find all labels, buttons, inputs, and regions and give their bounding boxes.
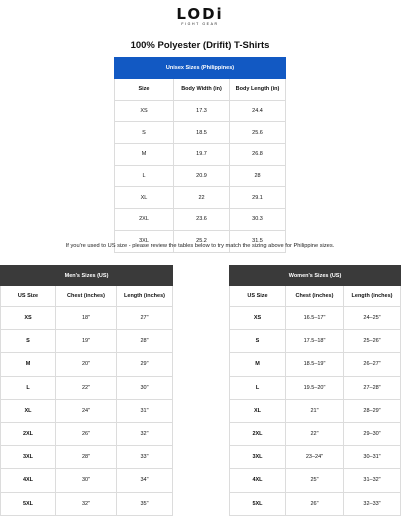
- table-row: [230, 376, 401, 399]
- measurement-cell: 28": [117, 330, 173, 353]
- womens-table-title: Women's Sizes (US): [230, 266, 401, 286]
- measurement-cell: 29.1: [230, 187, 286, 209]
- column-header: Size: [115, 79, 174, 101]
- column-header: Body Width (in): [174, 79, 230, 101]
- measurement-cell: 29": [117, 353, 173, 376]
- measurement-cell: 26": [286, 492, 344, 515]
- size-cell: XS: [1, 307, 56, 330]
- measurement-cell: 18.5: [174, 122, 230, 144]
- size-cell: L: [1, 376, 56, 399]
- column-header: Chest (inches): [286, 286, 344, 307]
- measurement-cell: 18.5–19": [286, 353, 344, 376]
- size-cell: 5XL: [230, 492, 286, 515]
- size-cell: 3XL: [115, 230, 174, 252]
- measurement-cell: 30": [117, 376, 173, 399]
- measurement-cell: 16.5–17": [286, 307, 344, 330]
- measurement-cell: 30–31": [344, 446, 401, 469]
- column-header: Length (inches): [117, 286, 173, 307]
- unisex-size-table: [114, 57, 286, 253]
- measurement-cell: 17.5–18": [286, 330, 344, 353]
- measurement-cell: 22: [174, 187, 230, 209]
- measurement-cell: 26–27": [344, 353, 401, 376]
- table-row: [115, 100, 286, 122]
- table-row: [230, 330, 401, 353]
- column-header: Body Length (in): [230, 79, 286, 101]
- measurement-cell: 30.3: [230, 209, 286, 231]
- measurement-cell: 27": [117, 307, 173, 330]
- table-row: [115, 144, 286, 166]
- table-row: [1, 492, 173, 515]
- size-cell: M: [230, 353, 286, 376]
- table-row: [1, 446, 173, 469]
- measurement-cell: 31": [117, 399, 173, 422]
- size-cell: 2XL: [1, 422, 56, 445]
- measurement-cell: 31–32": [344, 469, 401, 492]
- measurement-cell: 32": [117, 422, 173, 445]
- measurement-cell: 25": [286, 469, 344, 492]
- measurement-cell: 27–28": [344, 376, 401, 399]
- measurement-cell: 24": [56, 399, 117, 422]
- mens-size-table: [0, 265, 173, 516]
- size-cell: XS: [230, 307, 286, 330]
- measurement-cell: 34": [117, 469, 173, 492]
- size-cell: 5XL: [1, 492, 56, 515]
- size-cell: 4XL: [230, 469, 286, 492]
- table-row: [1, 307, 173, 330]
- table-row: [230, 422, 401, 445]
- size-cell: 3XL: [1, 446, 56, 469]
- measurement-cell: 23–24": [286, 446, 344, 469]
- measurement-cell: 17.3: [174, 100, 230, 122]
- measurement-cell: 25–26": [344, 330, 401, 353]
- measurement-cell: 19.5–20": [286, 376, 344, 399]
- size-cell: XL: [1, 399, 56, 422]
- measurement-cell: 19": [56, 330, 117, 353]
- table-row: [115, 122, 286, 144]
- column-header: Chest (inches): [56, 286, 117, 307]
- measurement-cell: 28": [56, 446, 117, 469]
- size-cell: XL: [115, 187, 174, 209]
- table-row: [1, 376, 173, 399]
- table-row: [230, 353, 401, 376]
- table-row: [230, 399, 401, 422]
- measurement-cell: 24.4: [230, 100, 286, 122]
- measurement-cell: 22": [56, 376, 117, 399]
- unisex-table-title: Unisex Sizes (Philippines): [115, 58, 286, 79]
- measurement-cell: 33": [117, 446, 173, 469]
- measurement-cell: 28: [230, 165, 286, 187]
- size-cell: S: [230, 330, 286, 353]
- measurement-cell: 19.7: [174, 144, 230, 166]
- size-cell: 2XL: [115, 209, 174, 231]
- column-header: US Size: [1, 286, 56, 307]
- size-cell: 4XL: [1, 469, 56, 492]
- measurement-cell: 30": [56, 469, 117, 492]
- measurement-cell: 22": [286, 422, 344, 445]
- measurement-cell: 31.5: [230, 230, 286, 252]
- table-row: [230, 446, 401, 469]
- measurement-cell: 26": [56, 422, 117, 445]
- column-header: Length (inches): [344, 286, 401, 307]
- table-row: [230, 492, 401, 515]
- table-row: [1, 422, 173, 445]
- measurement-cell: 35": [117, 492, 173, 515]
- table-row: [1, 469, 173, 492]
- mens-table-title: Men's Sizes (US): [1, 266, 173, 286]
- table-row: [230, 307, 401, 330]
- measurement-cell: 21": [286, 399, 344, 422]
- table-row: [230, 469, 401, 492]
- column-header: US Size: [230, 286, 286, 307]
- us-size-note: If you're used to US size - please review the tables below to try match the sizing above for Philippine sizes.: [65, 243, 335, 249]
- size-cell: L: [115, 165, 174, 187]
- size-cell: L: [230, 376, 286, 399]
- measurement-cell: 25.6: [230, 122, 286, 144]
- size-cell: S: [115, 122, 174, 144]
- size-cell: S: [1, 330, 56, 353]
- measurement-cell: 28–29": [344, 399, 401, 422]
- brand-logo: [0, 6, 400, 27]
- size-cell: XL: [230, 399, 286, 422]
- table-row: [115, 165, 286, 187]
- logo-wordmark: LODi: [176, 5, 224, 23]
- table-row: [1, 353, 173, 376]
- womens-size-table: [229, 265, 401, 516]
- measurement-cell: 20": [56, 353, 117, 376]
- size-cell: XS: [115, 100, 174, 122]
- table-row: [115, 187, 286, 209]
- measurement-cell: 23.6: [174, 209, 230, 231]
- table-row: [115, 209, 286, 231]
- mens-header-row: [1, 286, 173, 307]
- measurement-cell: 20.9: [174, 165, 230, 187]
- size-cell: 2XL: [230, 422, 286, 445]
- womens-header-row: [230, 286, 401, 307]
- unisex-header-row: [115, 79, 286, 101]
- measurement-cell: 32–33": [344, 492, 401, 515]
- table-row: [1, 330, 173, 353]
- measurement-cell: 26.8: [230, 144, 286, 166]
- page-title: 100% Polyester (Drifit) T-Shirts: [130, 40, 270, 51]
- measurement-cell: 29–30": [344, 422, 401, 445]
- logo-tagline: FIGHT GEAR: [181, 22, 219, 26]
- table-row: [1, 399, 173, 422]
- measurement-cell: 24–25": [344, 307, 401, 330]
- size-cell: 3XL: [230, 446, 286, 469]
- measurement-cell: 32": [56, 492, 117, 515]
- measurement-cell: 18": [56, 307, 117, 330]
- size-cell: M: [1, 353, 56, 376]
- size-cell: M: [115, 144, 174, 166]
- measurement-cell: 25.2: [174, 230, 230, 252]
